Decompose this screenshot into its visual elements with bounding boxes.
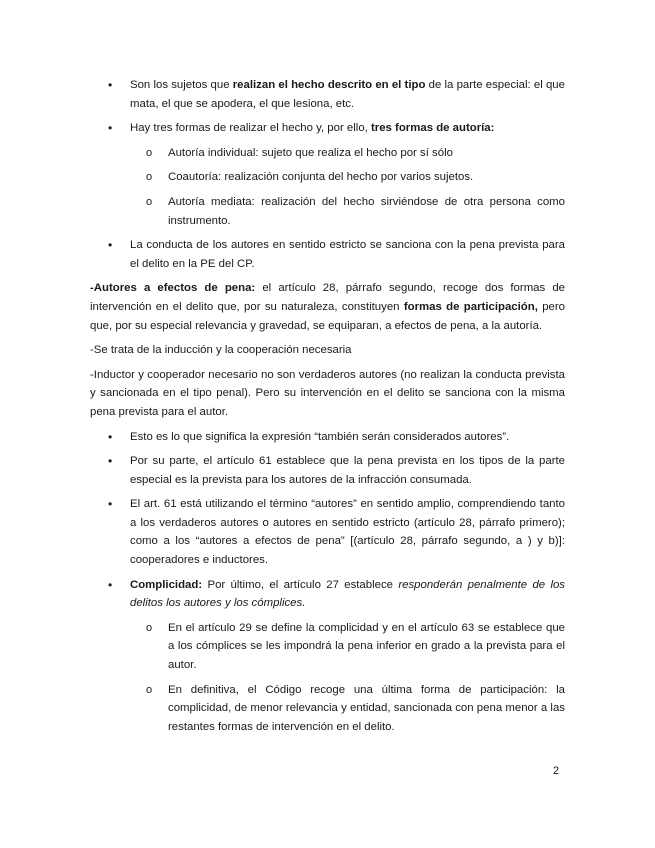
- bullet-item: • Son los sujetos que realizan el hecho descrito en el tipo de la parte especial: el que mata, el que se apodera, el que lesiona, etc.: [108, 78, 565, 110]
- bullet-item: • Hay tres formas de realizar el hecho y, por ello, tres formas de autoría:: [90, 119, 565, 138]
- bullet-item: • Por su parte, el artículo 61 establece que la pena prevista en los tipos de la parte especial es la prevista para los autores de la infracción consumada.: [108, 454, 565, 486]
- sub-bullet-item: o Autoría mediata: realización del hecho sirviéndose de otra persona como instrumento.: [90, 193, 565, 230]
- sub-bullet-item: o En el artículo 29 se define la complicidad y en el artículo 63 se establece que a los cómplices se les impondrá la pena inferior en grado a la prevista para el autor.: [90, 619, 565, 675]
- sub-bullet-marker: o: [146, 683, 153, 696]
- bullet-item: • Esto es lo que significa la expresión “también serán considerados autores”.: [90, 428, 565, 447]
- page-content: [90, 76, 565, 742]
- paragraph-induccion: -Se trata de la inducción y la cooperación necesaria: [90, 344, 352, 357]
- sub-bullet-marker: o: [146, 621, 153, 634]
- sub-bullet-marker: o: [146, 195, 153, 208]
- paragraph-inductor: -Inductor y cooperador necesario no son verdaderos autores (no realizan la conducta prevista y sancionada en el tipo penal). Pero su intervención en el delito se sanciona con la misma pena prevista para el autor.: [90, 368, 565, 418]
- bullet-marker: •: [108, 497, 113, 512]
- page-number: 2: [553, 765, 560, 777]
- bullet-marker: •: [108, 121, 113, 136]
- bullet-item: • El art. 61 está utilizando el término “autores” en sentido amplio, comprendiendo tanto a los verdaderos autores o autores en sentido estricto (artículo 28, párrafo primero); como a los “autores a efectos de pena” [(artículo 28, párrafo segundo, a ) y b)]: cooperadores e inductores.: [108, 497, 565, 567]
- bullet-marker: •: [108, 454, 113, 469]
- sub-bullet-marker: o: [146, 146, 153, 159]
- bullet-marker: •: [108, 78, 113, 92]
- bullet-item: • Complicidad: Por último, el artículo 27 establece responderán penalmente de los delitos los autores y los cómplices.: [108, 577, 566, 610]
- sub-bullet-marker: o: [146, 171, 153, 184]
- bullet-item: • La conducta de los autores en sentido estricto se sanciona con la pena prevista para el delito en la PE del CP.: [108, 238, 565, 270]
- bullet-marker: •: [108, 238, 113, 253]
- sub-bullet-item: o Autoría individual: sujeto que realiza el hecho por sí sólo: [90, 144, 565, 163]
- sub-bullet-item: o Coautoría: realización conjunta del hecho por varios sujetos.: [90, 168, 565, 187]
- bullet-marker: •: [108, 429, 113, 444]
- bullet-marker: •: [108, 577, 113, 592]
- paragraph-autores-efectos-pena: -Autores a efectos de pena: el artículo 28, párrafo segundo, recoge dos formas de intervención en el delito que, por su naturaleza, constituyen formas de participación, pero que, por su especial relevancia y gravedad, se equiparan, a efectos de pena, a la autoría.: [90, 282, 566, 332]
- sub-bullet-item: o En definitiva, el Código recoge una última forma de participación: la complicidad, de menor relevancia y entidad, sancionada con pena menor a las restantes formas de intervención en el delito.: [90, 681, 565, 737]
